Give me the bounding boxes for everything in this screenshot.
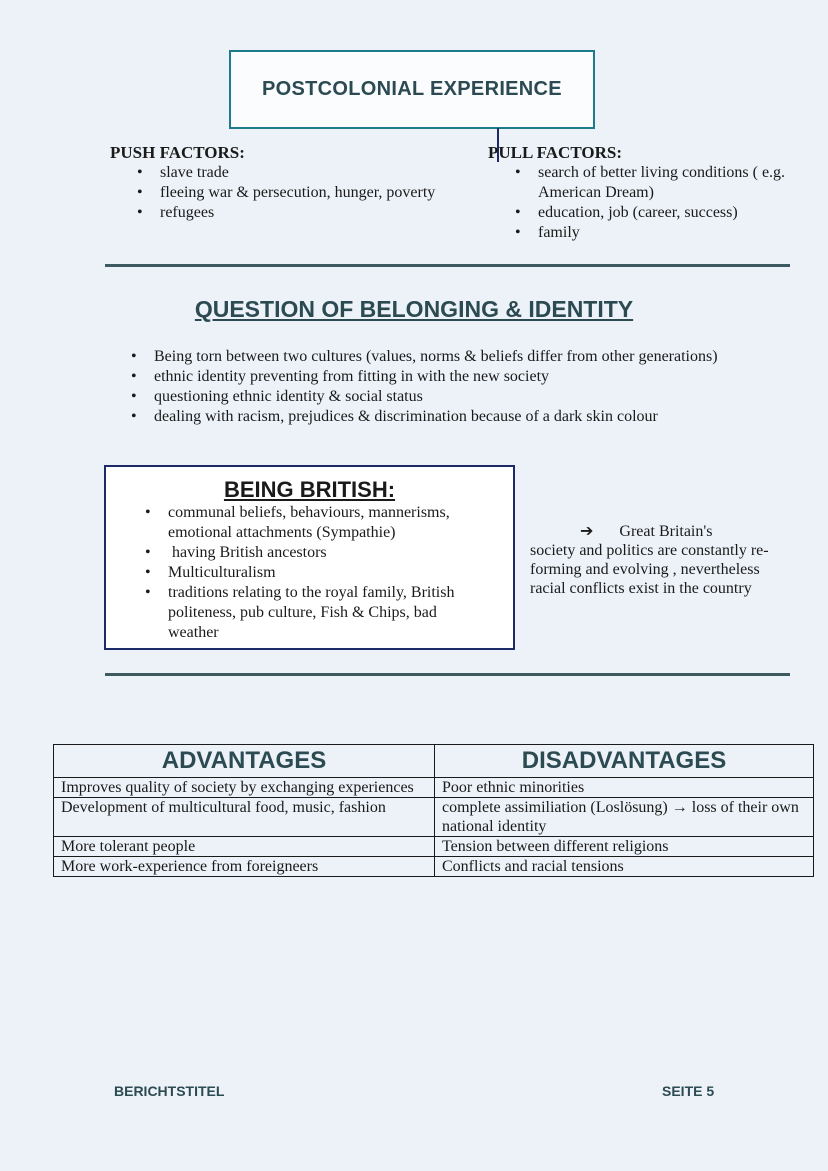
title-box [229, 50, 595, 129]
being-british-box [104, 465, 515, 650]
list-item: • Multiculturalism [142, 563, 482, 583]
table-row [54, 778, 814, 798]
table-cell: Improves quality of society by exchanging experiences [54, 778, 435, 798]
table-row [54, 837, 814, 857]
pull-list [512, 163, 788, 243]
table-cell: More work-experience from foreigneers [54, 857, 435, 877]
table-header-row [54, 745, 814, 778]
list-item: • having British ancestors [142, 543, 482, 563]
table-cell: Development of multicultural food, music, fashion [54, 798, 435, 837]
footer-report-title: BERICHTSTITEL [114, 1083, 225, 1099]
list-item: • traditions relating to the royal family, British politeness, pub culture, Fish & Chips, bad weather [142, 583, 482, 643]
table-cell: Poor ethnic minorities [435, 778, 814, 798]
list-item: • fleeing war & persecution, hunger, poverty [134, 183, 490, 203]
list-item: • slave trade [134, 163, 490, 183]
table-cell: More tolerant people [54, 837, 435, 857]
britain-note [530, 522, 790, 598]
pull-heading: PULL FACTORS: [488, 143, 622, 162]
list-item: • Being torn between two cultures (values, norms & beliefs differ from other generations) [128, 347, 748, 367]
table-cell: Conflicts and racial tensions [435, 857, 814, 877]
list-item: • search of better living conditions ( e.g. American Dream) [512, 163, 788, 203]
list-item: • ethnic identity preventing from fitting in with the new society [128, 367, 748, 387]
list-item: • education, job (career, success) [512, 203, 788, 223]
footer-page-number: SEITE 5 [662, 1083, 715, 1099]
page-title: POSTCOLONIAL EXPERIENCE [262, 78, 562, 100]
push-list [134, 163, 490, 223]
list-item: • communal beliefs, behaviours, mannerisms, emotional attachments (Sympathie) [142, 503, 482, 543]
table-row [54, 857, 814, 877]
divider [105, 673, 790, 676]
table-cell: complete assimiliation (Loslösung) → loss of their own national identity [435, 798, 814, 837]
push-factors [110, 143, 490, 223]
arrow-icon: ➔ [580, 523, 594, 540]
note-first-line [530, 522, 790, 541]
pull-factors [488, 143, 788, 243]
being-british-list [142, 503, 482, 643]
belonging-title: QUESTION OF BELONGING & IDENTITY [194, 296, 634, 322]
list-item: • dealing with racism, prejudices & discrimination because of a dark skin colour [128, 407, 748, 427]
note-text: society and politics are constantly re-forming and evolving , nevertheless racial conflicts exist in the country [530, 542, 769, 597]
note-line1: Great Britain's [619, 523, 713, 540]
table-row [54, 798, 814, 837]
advantages-table [53, 744, 814, 877]
divider [105, 264, 790, 267]
disadvantages-header: DISADVANTAGES [435, 745, 814, 778]
list-item: • refugees [134, 203, 490, 223]
push-heading: PUSH FACTORS: [110, 143, 245, 162]
list-item: • questioning ethnic identity & social status [128, 387, 748, 407]
advantages-header: ADVANTAGES [54, 745, 435, 778]
table-cell: Tension between different religions [435, 837, 814, 857]
belonging-list [128, 347, 748, 427]
being-british-title: BEING BRITISH: [223, 477, 396, 502]
list-item: • family [512, 223, 788, 243]
